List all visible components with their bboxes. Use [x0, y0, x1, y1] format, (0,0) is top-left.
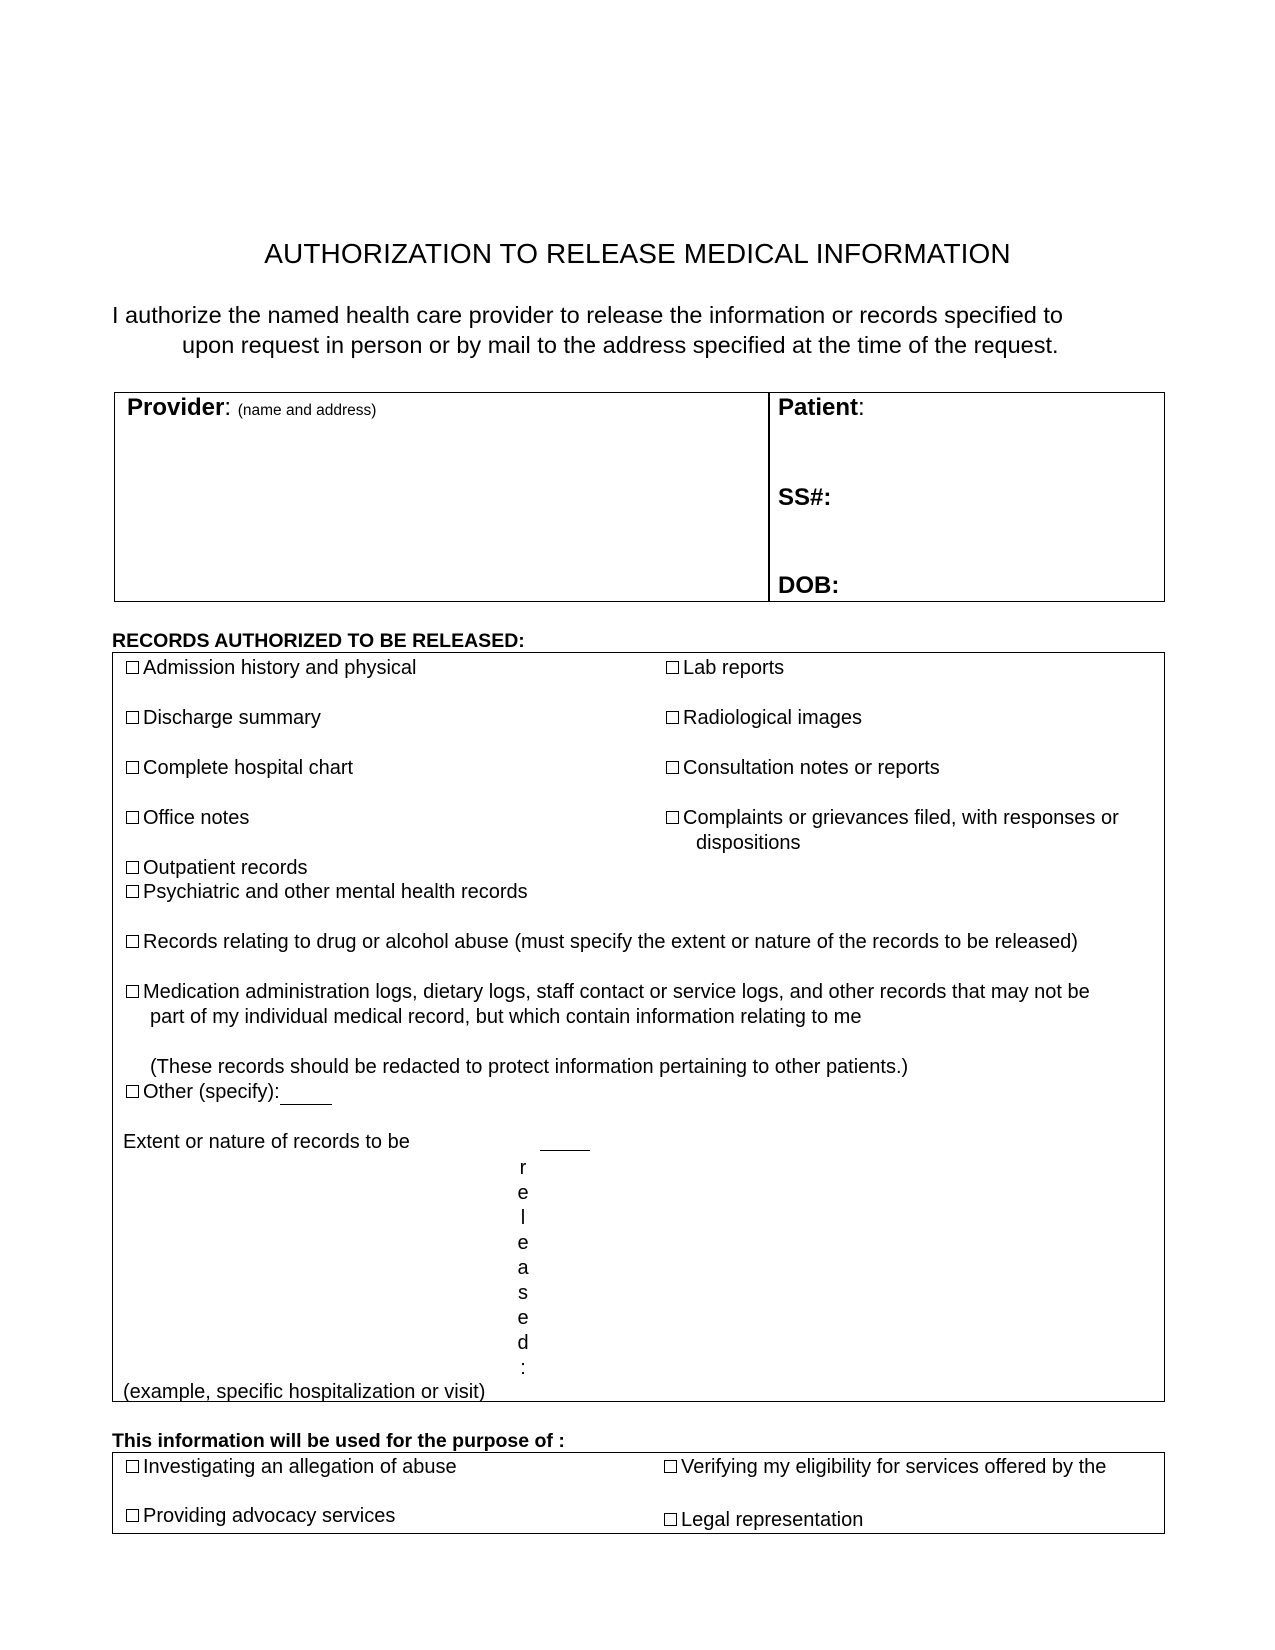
record-option-outpatient[interactable]: [124, 856, 308, 880]
provider-note: (name and address): [237, 402, 377, 419]
purpose-option-label: Providing advocacy services: [143, 1505, 396, 1527]
patient-field[interactable]: [778, 394, 865, 422]
checkbox[interactable]: [126, 885, 139, 898]
record-option-admission[interactable]: [124, 656, 416, 680]
redaction-note: (These records should be redacted to protect information pertaining to other patients.): [150, 1056, 909, 1078]
record-option-label: Medication administration logs, dietary logs, staff contact or service logs, and other records that may not be: [143, 981, 1090, 1003]
record-option-label: Discharge summary: [143, 707, 321, 729]
record-option-discharge[interactable]: [124, 706, 321, 730]
checkbox[interactable]: [126, 711, 139, 724]
records-heading: RECORDS AUTHORIZED TO BE RELEASED:: [112, 630, 525, 652]
record-option-psychiatric[interactable]: [124, 880, 528, 904]
checkbox[interactable]: [666, 811, 679, 824]
checkbox[interactable]: [126, 661, 139, 674]
record-option-radiological[interactable]: [664, 706, 862, 730]
record-option-consultation[interactable]: [664, 756, 940, 780]
other-specify-blank[interactable]: [280, 1080, 332, 1105]
checkbox[interactable]: [126, 1509, 139, 1522]
record-option-medication-continuation: part of my individual medical record, but which contain information relating to me: [150, 1006, 862, 1028]
provider-patient-divider: [768, 392, 770, 602]
record-option-lab-reports[interactable]: [664, 656, 784, 680]
checkbox[interactable]: [666, 661, 679, 674]
record-option-label: Radiological images: [683, 707, 862, 729]
checkbox[interactable]: [126, 1085, 139, 1098]
record-option-complaints-continuation: dispositions: [696, 832, 801, 854]
extent-vertical-letter: s: [518, 1282, 528, 1304]
checkbox[interactable]: [664, 1513, 677, 1526]
checkbox[interactable]: [664, 1460, 677, 1473]
record-option-drug-alcohol[interactable]: [124, 930, 1078, 954]
purpose-heading: This information will be used for the purpose of :: [112, 1430, 565, 1452]
purpose-option-label: Verifying my eligibility for services offered by the: [681, 1456, 1107, 1478]
extent-vertical-letter: d: [517, 1332, 529, 1354]
record-option-complaints[interactable]: [664, 806, 1119, 830]
checkbox[interactable]: [126, 935, 139, 948]
checkbox[interactable]: [126, 761, 139, 774]
provider-colon: :: [224, 394, 232, 421]
ss-field-label: SS#:: [778, 484, 832, 511]
purpose-option-label: Investigating an allegation of abuse: [143, 1456, 457, 1478]
checkbox[interactable]: [126, 1460, 139, 1473]
record-option-other[interactable]: [124, 1080, 332, 1105]
checkbox[interactable]: [126, 985, 139, 998]
intro-line-2: upon request in person or by mail to the address specified at the time of the request.: [182, 332, 1059, 358]
record-option-label: Outpatient records: [143, 857, 308, 879]
patient-label: Patient: [778, 394, 859, 421]
extent-label: Extent or nature of records to be: [123, 1131, 410, 1153]
checkbox[interactable]: [126, 861, 139, 874]
extent-vertical-letter: e: [517, 1182, 529, 1204]
purpose-option-abuse[interactable]: [124, 1455, 457, 1479]
purpose-option-legal[interactable]: [662, 1508, 863, 1532]
extent-vertical-letter: a: [517, 1257, 529, 1279]
record-option-label: Consultation notes or reports: [683, 757, 940, 779]
record-option-medication-logs[interactable]: [124, 980, 1090, 1004]
patient-colon: :: [858, 394, 865, 421]
record-option-label: Psychiatric and other mental health records: [143, 881, 528, 903]
record-option-label: Lab reports: [683, 657, 785, 679]
extent-vertical-letter: r: [519, 1157, 527, 1179]
checkbox[interactable]: [126, 811, 139, 824]
record-option-label: Complaints or grievances filed, with responses or: [683, 807, 1119, 829]
record-option-office-notes[interactable]: [124, 806, 249, 830]
extent-blank[interactable]: [540, 1150, 590, 1151]
provider-patient-box: [114, 392, 1165, 602]
extent-vertical-letter: :: [520, 1357, 526, 1379]
extent-example: (example, specific hospitalization or visit): [123, 1381, 486, 1403]
record-option-label: Office notes: [143, 807, 250, 829]
record-option-label: Records relating to drug or alcohol abuse (must specify the extent or nature of the records to be released): [143, 931, 1078, 953]
provider-field[interactable]: [127, 394, 376, 422]
extent-label-vertical: [516, 1156, 530, 1381]
checkbox[interactable]: [666, 761, 679, 774]
record-option-label: Admission history and physical: [143, 657, 417, 679]
dob-field-label: DOB:: [778, 572, 840, 599]
extent-vertical-letter: e: [517, 1232, 529, 1254]
document-title: AUTHORIZATION TO RELEASE MEDICAL INFORMATION: [264, 238, 1011, 269]
checkbox[interactable]: [666, 711, 679, 724]
record-option-hospital-chart[interactable]: [124, 756, 353, 780]
purpose-option-advocacy[interactable]: [124, 1504, 395, 1528]
record-option-label: Complete hospital chart: [143, 757, 354, 779]
extent-vertical-letter: l: [520, 1207, 526, 1229]
intro-line-1: I authorize the named health care provider to release the information or records specified to: [112, 302, 1063, 328]
purpose-option-eligibility[interactable]: [662, 1455, 1106, 1479]
provider-label: Provider: [127, 394, 225, 421]
record-option-label: Other (specify):: [143, 1081, 280, 1103]
extent-vertical-letter: e: [517, 1307, 529, 1329]
purpose-option-label: Legal representation: [681, 1509, 864, 1531]
